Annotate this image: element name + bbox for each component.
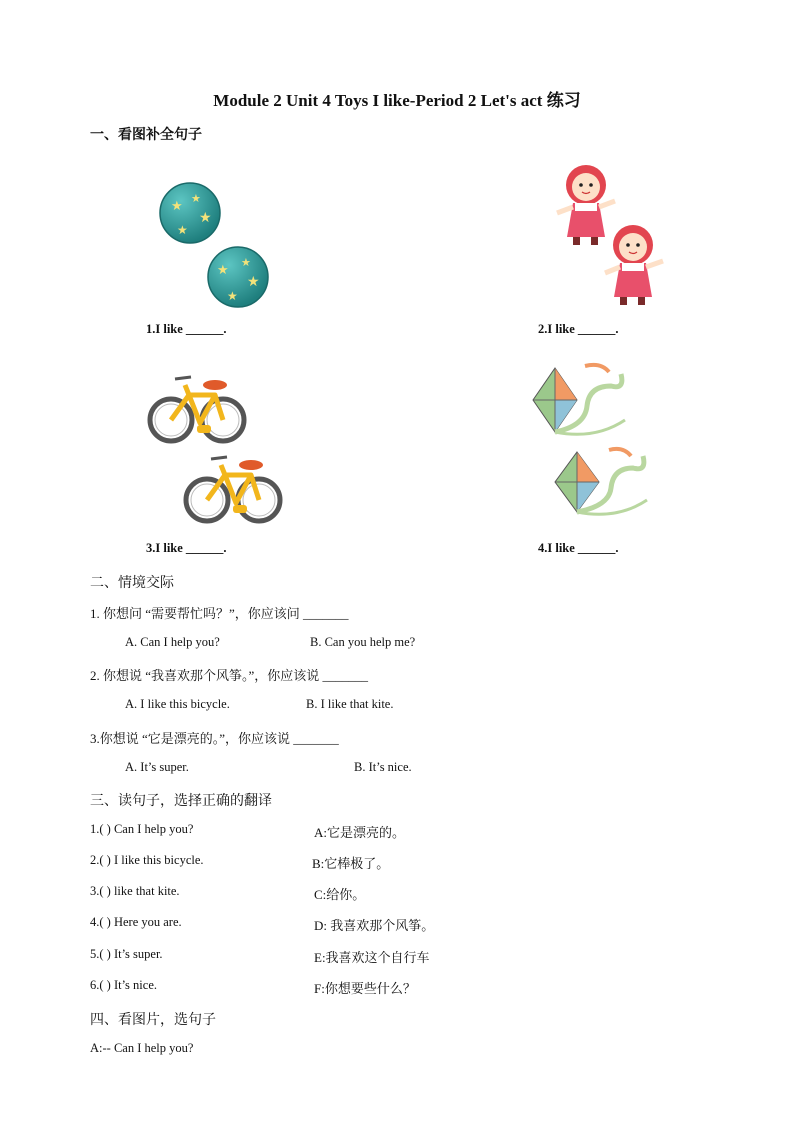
match-row-1-right: A:它是漂亮的。 bbox=[314, 825, 406, 840]
match-row-4-left: 4.( ) Here you are. bbox=[90, 915, 182, 929]
kite-2 bbox=[555, 449, 647, 514]
question-1-stem: 1. 你想问 “需要帮忙吗？”，你应该问 _______ bbox=[90, 606, 349, 621]
question-2-option-a: A. I like this bicycle. bbox=[125, 697, 230, 711]
caption-3: 3.I like ______. bbox=[146, 541, 227, 555]
match-row-2-left: 2.( ) I like this bicycle. bbox=[90, 853, 204, 867]
svg-text:★: ★ bbox=[241, 257, 251, 269]
ball-2 bbox=[208, 247, 268, 307]
section4-heading: 四、看图片，选句子 bbox=[90, 1013, 216, 1028]
match-row-6-right: F:你想要些什么？ bbox=[314, 981, 416, 996]
question-2-stem: 2. 你想说 “我喜欢那个风筝。”，你应该说 _______ bbox=[90, 668, 369, 683]
bicycles-picture bbox=[145, 365, 285, 530]
match-row-4-right: D: 我喜欢那个风筝。 bbox=[314, 918, 435, 933]
svg-text:★: ★ bbox=[247, 275, 260, 290]
question-3-stem: 3.你想说 “它是漂亮的。”，你应该说 _______ bbox=[90, 731, 339, 746]
section1-heading: 一、看图补全句子 bbox=[90, 128, 202, 143]
section3-heading: 三、读句子，选择正确的翻译 bbox=[90, 794, 272, 809]
caption-1: 1.I like ______. bbox=[146, 322, 227, 336]
match-row-1-left: 1.( ) Can I help you? bbox=[90, 822, 194, 836]
page-title: Module 2 Unit 4 Toys I like-Period 2 Let's act 练习 bbox=[213, 91, 581, 110]
balls-picture bbox=[155, 180, 275, 310]
kites-picture bbox=[525, 360, 655, 525]
svg-text:★: ★ bbox=[227, 289, 238, 303]
caption-2: 2.I like ______. bbox=[538, 322, 619, 336]
caption-4: 4.I like ______. bbox=[538, 541, 619, 555]
match-row-2-right: B:它棒极了。 bbox=[312, 856, 390, 871]
question-1-option-b: B. Can you help me? bbox=[310, 635, 416, 649]
bicycle-1 bbox=[150, 377, 244, 441]
question-2-option-b: B. I like that kite. bbox=[306, 697, 394, 711]
match-row-6-left: 6.( ) It’s nice. bbox=[90, 978, 157, 992]
section4-line-1: A:-- Can I help you? bbox=[90, 1041, 194, 1055]
match-row-3-left: 3.( ) like that kite. bbox=[90, 884, 180, 898]
match-row-5-right: E:我喜欢这个自行车 bbox=[314, 950, 430, 965]
question-1-option-a: A. Can I help you? bbox=[125, 635, 220, 649]
kite-1 bbox=[533, 365, 625, 434]
svg-text:★: ★ bbox=[177, 223, 188, 237]
doll-2 bbox=[605, 225, 663, 305]
match-row-5-left: 5.( ) It’s super. bbox=[90, 947, 163, 961]
question-3-option-a: A. It’s super. bbox=[125, 760, 189, 774]
match-row-3-right: C:给你。 bbox=[314, 887, 366, 902]
bicycle-2 bbox=[186, 457, 280, 521]
question-3-option-b: B. It’s nice. bbox=[354, 760, 412, 774]
dolls-picture bbox=[553, 163, 673, 308]
svg-text:★: ★ bbox=[171, 198, 183, 213]
svg-text:★: ★ bbox=[199, 211, 212, 226]
section2-heading: 二、情境交际 bbox=[90, 576, 174, 591]
doll-1 bbox=[557, 165, 615, 245]
ball-1 bbox=[160, 183, 220, 243]
svg-text:★: ★ bbox=[191, 193, 201, 205]
svg-text:★: ★ bbox=[217, 262, 229, 277]
